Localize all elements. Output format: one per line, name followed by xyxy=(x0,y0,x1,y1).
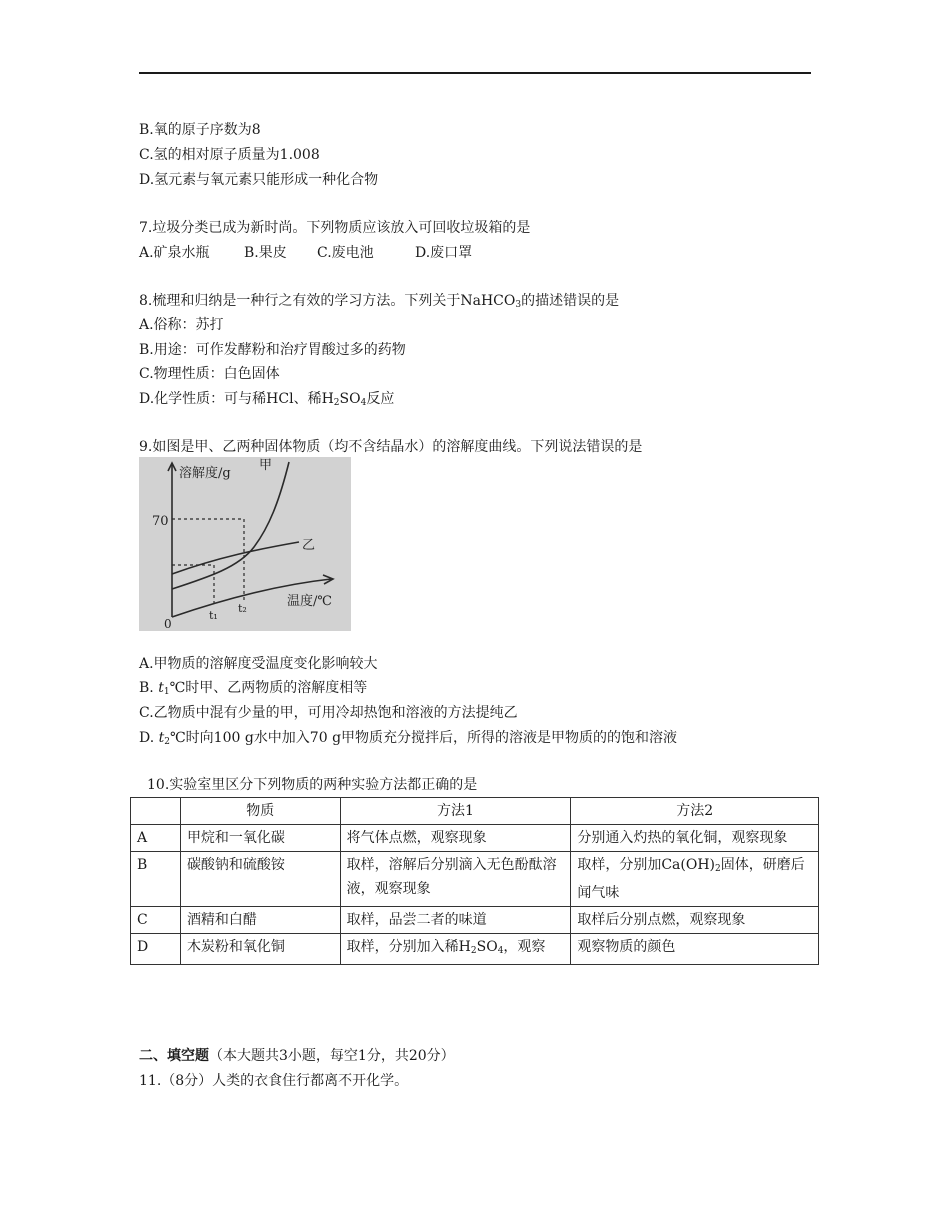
q9-option-a: A.甲物质的溶解度受温度变化影响较大 xyxy=(139,656,378,672)
q8-option-a: A.俗称：苏打 xyxy=(139,317,224,333)
substance-cell: 碳酸钠和硫酸铵 xyxy=(180,852,340,907)
q9-option-c: C.乙物质中混有少量的甲，可用冷却热饱和溶液的方法提纯乙 xyxy=(139,705,518,721)
section2-title: 二、填空题 xyxy=(139,1048,209,1064)
header-cell: 方法2 xyxy=(571,798,819,825)
header-cell: 物质 xyxy=(180,798,340,825)
section2-note: （本大题共3小题，每空1分，共20分） xyxy=(209,1048,455,1064)
q10-stem: 10.实验室里区分下列物质的两种实验方法都正确的是 xyxy=(147,777,478,793)
table-header-row xyxy=(131,798,819,825)
substance-cell: 酒精和白醋 xyxy=(180,907,340,934)
q8-option-d: D.化学性质：可与稀HCl、稀$H_2SO_4$反应 xyxy=(139,391,395,408)
q8-stem: 8.梳理和归纳是一种行之有效的学习方法。下列关于NaHCO$_3$的描述错误的是 xyxy=(139,293,620,310)
header-cell: 方法1 xyxy=(340,798,571,825)
row-label: D xyxy=(131,934,181,965)
q8-option-b: B.用途：可作发酵粉和治疗胃酸过多的药物 xyxy=(139,342,406,358)
method2-cell: 分别通入灼热的氧化铜，观察现象 xyxy=(571,825,819,852)
header-cell xyxy=(131,798,181,825)
table-row xyxy=(131,825,819,852)
row-label: B xyxy=(131,852,181,907)
q10-comparison-table xyxy=(130,797,819,965)
method1-cell: 取样，分别加入稀$H_2SO_4$，观察 xyxy=(340,934,571,965)
y-axis-label: 溶解度/g xyxy=(179,466,231,481)
solubility-curve-figure xyxy=(139,457,351,631)
table-row xyxy=(131,852,819,907)
q9-stem: 9.如图是甲、乙两种固体物质（均不含结晶水）的溶解度曲线。下列说法错误的是 xyxy=(139,439,643,455)
q7-options xyxy=(139,243,472,263)
q6-option-b: B.氧的原子序数为8 xyxy=(139,122,261,138)
method1-cell: 将气体点燃，观察现象 xyxy=(340,825,571,852)
series-jia-label: 甲 xyxy=(259,458,273,473)
q11-stem: 11.（8分）人类的衣食住行都离不开化学。 xyxy=(139,1073,409,1089)
substance-cell: 木炭粉和氧化铜 xyxy=(180,934,340,965)
t2-label: t₂ xyxy=(238,602,247,615)
q7-option-c: C.废电池 xyxy=(317,245,374,261)
header-rule xyxy=(139,72,811,74)
curve-jia xyxy=(172,462,289,589)
method2-cell: 取样后分别点燃，观察现象 xyxy=(571,907,819,934)
method2-cell: 观察物质的颜色 xyxy=(571,934,819,965)
method1-cell: 取样，品尝二者的味道 xyxy=(340,907,571,934)
table-row xyxy=(131,934,819,965)
y-tick-70: 70 xyxy=(152,514,169,529)
q7-option-d: D.废口罩 xyxy=(415,245,473,261)
method1-cell: 取样，溶解后分别滴入无色酚酞溶液，观察现象 xyxy=(340,852,571,907)
q7-stem: 7.垃圾分类已成为新时尚。下列物质应该放入可回收垃圾箱的是 xyxy=(139,220,531,236)
substance-cell: 甲烷和一氧化碳 xyxy=(180,825,340,852)
q6-option-c: C.氢的相对原子质量为1.008 xyxy=(139,147,320,163)
row-label: A xyxy=(131,825,181,852)
t1-label: t₁ xyxy=(209,609,218,622)
q8-option-c: C.物理性质：白色固体 xyxy=(139,366,280,382)
section2-heading xyxy=(139,1046,455,1066)
series-yi-label: 乙 xyxy=(302,538,316,553)
curve-yi xyxy=(172,542,299,574)
row-label: C xyxy=(131,907,181,934)
q7-option-a: A.矿泉水瓶 xyxy=(139,245,210,261)
q6-option-d: D.氢元素与氧元素只能形成一种化合物 xyxy=(139,172,379,188)
origin-label: 0 xyxy=(164,617,172,631)
x-axis-label: 温度/℃ xyxy=(287,594,332,609)
table-row xyxy=(131,907,819,934)
q7-option-b: B.果皮 xyxy=(244,245,287,261)
q9-option-b: B. $t_1℃$时甲、乙两物质的溶解度相等 xyxy=(139,680,368,697)
method2-cell: 取样，分别加$Ca(OH)_2$固体，研磨后闻气味 xyxy=(571,852,819,907)
q9-option-d: D. $t_2℃$时向100 g水中加入70 g甲物质充分搅拌后，所得的溶液是甲物质的的饱和溶液 xyxy=(139,730,678,747)
